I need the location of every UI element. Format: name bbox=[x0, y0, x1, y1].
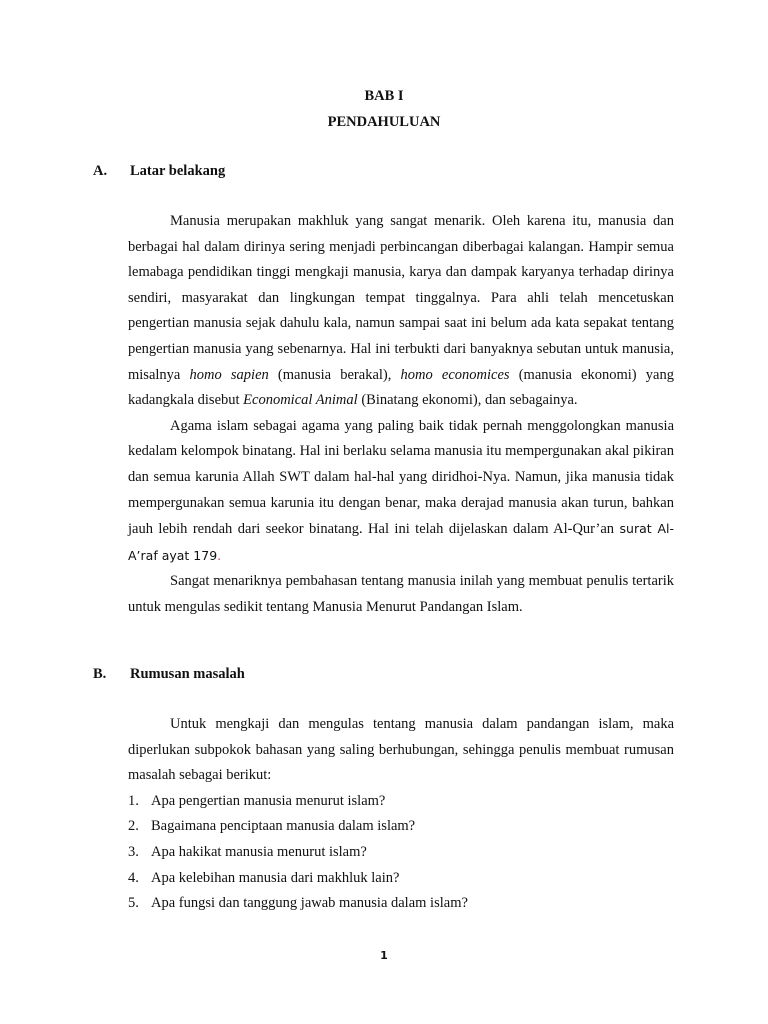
section-b-letter: B. bbox=[93, 666, 107, 682]
paragraph-1-text-a: Manusia merupakan makhluk yang sangat menarik. Oleh karena itu, manusia dan berbagai hal dalam dirinya sering menjadi perbincangan diberbagai kalangan. Hampir semua lemabaga pendidikan tinggi mengkaji manusia, karya dan dampak karyanya terhadap dirinya sendiri, masyarakat dan lingkungan tempat tinggalnya. Para ahli telah mencetuskan pengertian manusia sejak dahulu kala, namun sampai saat ini belum ada kata sepakat tentang pengertian manusia yang sebenarnya. Hal ini terbukti dari banyaknya sebutan untuk manusia, misalnya bbox=[128, 213, 674, 383]
quran-reference: surat Al-A’raf ayat 179 bbox=[128, 521, 674, 563]
list-item bbox=[128, 814, 674, 840]
chapter-title: PENDAHULUAN bbox=[327, 114, 441, 130]
reference-dot: . bbox=[217, 547, 222, 563]
list-item bbox=[128, 866, 674, 892]
list-item-text: Bagaimana penciptaan manusia dalam islam? bbox=[151, 818, 416, 835]
paragraph-1-text-d: (Binatang ekonomi), dan sebagainya. bbox=[357, 392, 578, 409]
problem-list bbox=[128, 789, 674, 917]
paragraph-3 bbox=[128, 569, 674, 620]
list-item-number: 5. bbox=[128, 895, 139, 912]
section-a-body bbox=[128, 209, 674, 621]
list-item bbox=[128, 840, 674, 866]
paragraph-1-text-c: (manusia ekonomi) yang kadangkala disebut bbox=[128, 366, 674, 409]
list-item-text: Apa fungsi dan tanggung jawab manusia dalam islam? bbox=[151, 895, 468, 912]
section-a-heading bbox=[93, 163, 225, 180]
section-a-title: Latar belakang bbox=[130, 163, 226, 179]
list-item bbox=[128, 891, 674, 917]
list-item-text: Apa hakikat manusia menurut islam? bbox=[151, 843, 367, 860]
paragraph-1 bbox=[128, 209, 674, 414]
paragraph-3-text: Sangat menariknya pembahasan tentang manusia inilah yang membuat penulis tertarik untuk mengulas sedikit tentang Manusia Menurut Pandangan Islam. bbox=[128, 573, 674, 615]
list-item-text: Apa pengertian manusia menurut islam? bbox=[151, 792, 386, 809]
term-economical-animal: Economical Animal bbox=[243, 392, 358, 409]
paragraph-1-text-b: (manusia berakal), bbox=[268, 366, 401, 383]
term-homo-sapien: homo sapien bbox=[189, 366, 269, 383]
list-item-text: Apa kelebihan manusia dari makhluk lain? bbox=[151, 869, 400, 886]
page-number: 1 bbox=[380, 949, 388, 962]
list-item bbox=[128, 789, 674, 815]
list-item-number: 2. bbox=[128, 818, 139, 835]
section-b-heading bbox=[93, 666, 245, 683]
section-b-intro: Untuk mengkaji dan mengulas tentang manusia dalam pandangan islam, maka diperlukan subpokok bahasan yang saling berhubungan, sehingga penulis membuat rumusan masalah sebagai berikut: bbox=[128, 716, 674, 784]
chapter-label: BAB I bbox=[364, 88, 404, 104]
list-item-number: 4. bbox=[128, 869, 139, 886]
list-item-number: 1. bbox=[128, 792, 139, 809]
section-a-letter: A. bbox=[93, 163, 108, 179]
paragraph-2 bbox=[128, 414, 674, 570]
section-b-body bbox=[128, 712, 674, 917]
list-item-number: 3. bbox=[128, 843, 139, 860]
section-b-title: Rumusan masalah bbox=[130, 666, 245, 682]
term-homo-economices: homo economices bbox=[400, 366, 510, 383]
paragraph-2-text: Agama islam sebagai agama yang paling baik tidak pernah menggolongkan manusia kedalam kelompok binatang. Hal ini berlaku selama manusia itu mempergunakan akal pikiran dan semua karunia Allah SWT dalam hal-hal yang diridhoi-Nya. Namun, jika manusia tidak mempergunakan semua karunia itu dengan benar, maka derajad manusia akan turun, bahkan jauh lebih rendah dari seekor binatang. Hal ini telah dijelaskan dalam Al-Qur’an bbox=[128, 417, 674, 538]
